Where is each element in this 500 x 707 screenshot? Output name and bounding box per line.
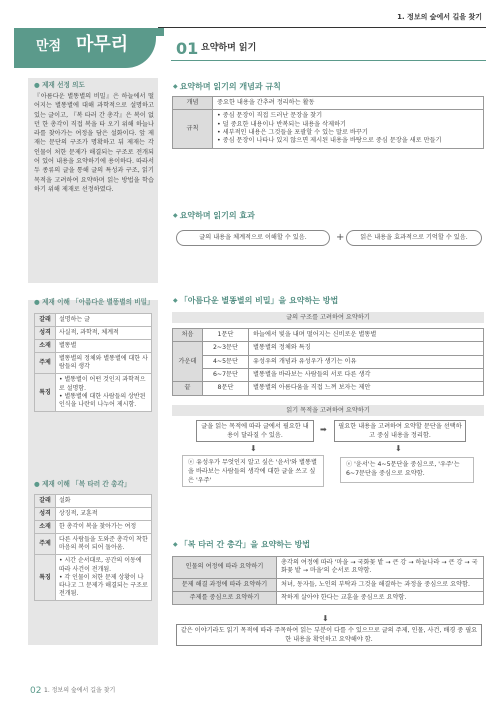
ex2-title: ● 제재 이해 「복 타러 간 총각」 [34, 480, 131, 488]
intent-title: ● 제재 선정 의도 [34, 81, 85, 89]
list-item: • 각 인물이 처한 문제 상황이 나타나고 그 문제가 해결되는 구조로 전개됨. [59, 574, 148, 598]
table-row: 끝 8문단 별똥별의 아름다움을 직접 느껴 보자는 제안 [173, 382, 484, 395]
plus-icon: + [336, 232, 345, 243]
meteor-title: ◆ 「아름다운 별똥별의 비밀」을 요약하는 방법 [173, 296, 338, 307]
arrow-right-icon: ➡ [320, 425, 327, 434]
bullet-icon: ● [34, 298, 43, 306]
badge-notch [156, 28, 164, 36]
intent-text: 『아름다운 별똥별의 비밀』은 하늘에서 떨어지는 별똥별에 대해 과학적으로 설명하고 있는 글이고, 『복 타러 간 총각』은 복이 없던 한 총각이 직접 복을 타 오기 위해 하늘나라를 찾아가는 여정을 담은 설화이다. 앞 제재는 문단의 구조가 명확하고 뒤 제재는 각 인물이 처한 문제가 해결되는 구조로 전개되어 있어 내용을 요약하기에 용이하다. 따라서 두 종류의 글을 통해 글의 특성과 구조, 읽기 목적을 고려하여 요약하며 읽는 방법을 학습하기 위해 제재로 선정하였다. [34, 93, 154, 193]
tale-title: ◆ 「복 타러 간 총각」을 요약하는 방법 [173, 540, 310, 551]
concept-table [172, 96, 484, 149]
header-rule [158, 27, 486, 28]
table-row: 문제 해결 과정에 따라 요약하기 처녀, 동자들, 노인의 부탁과 그것을 해결하는 과정을 중심으로 요약함. [173, 578, 484, 591]
table-row: 6~7문단 별똥별을 바라보는 사람들의 서로 다른 생각 [173, 369, 484, 382]
tale-bottom-note: 같은 이야기라도 읽기 목적에 따라 주목하여 읽는 부분이 다를 수 있으므로 글의 주제, 인물, 사건, 배경 중 필요한 내용을 확인하고 요약해야 함. [176, 624, 482, 646]
table-row: 갈래 설명하는 글 [35, 314, 152, 327]
section-number: 01 [176, 39, 199, 58]
table-row: 주제를 중심으로 요약하기 착하게 살아야 한다는 교훈을 중심으로 요약함. [173, 592, 484, 605]
badge-big-text: 마무리 [76, 34, 129, 55]
list-item: • 덜 중요한 내용이나 반복되는 내용을 삭제하기 [217, 121, 479, 129]
effect-right-box: 읽은 내용을 효과적으로 기억할 수 있음. [346, 230, 482, 246]
footer-text: 1. 정보의 숲에서 길을 찾기 [44, 686, 116, 694]
ex1-table [34, 313, 152, 412]
table-row: 처음 1문단 하늘에서 빛을 내며 떨어지는 신비로운 별똥별 [173, 329, 484, 342]
purpose-left-box: 글을 읽는 목적에 따라 글에서 필요한 내용이 달라질 수 있음. [196, 420, 314, 442]
structure-bar: 글의 구조를 고려하여 요약하기 [172, 312, 484, 323]
arrow-down-icon: ⬇ [322, 614, 329, 623]
tale-table [172, 556, 484, 605]
table-row: 주제 별똥별의 정체와 별똥별에 대한 사람들의 생각 [35, 353, 152, 374]
table-row: 규칙 • 중심 문장이 직접 드러난 문장을 찾기 • 덜 중요한 내용이나 반복되는 내용을 삭제하기 • 세부적인 내용은 그것들을 포괄할 수 있는 말로 바꾸기 • 중심 문장이 나타나 있지 않으면 제시된 내용을 바탕으로 중심 문장을 새로 만들기 [173, 110, 484, 148]
concept-title: ◆ 요약하며 읽기의 개념과 규칙 [173, 82, 281, 93]
page-number: 02 [30, 685, 42, 696]
arrow-down-icon: ⬇ [395, 444, 402, 453]
purpose-right-box: 필요한 내용을 고려하여 요약할 문단을 선택하고 중심 내용을 정리함. [334, 420, 466, 442]
bullet-icon: ● [34, 480, 43, 488]
table-row: 인물의 여정에 따라 요약하기 총각의 여정에 따라 '마을 → 국화꽃 밭 → 큰 강 → 하늘나라 → 큰 강 → 국화꽃 밭 → 마을'의 순서로 요약함. [173, 557, 484, 579]
table-row: 성격 상징적, 교훈적 [35, 508, 152, 521]
section-title: 요약하며 읽기 [201, 43, 257, 53]
list-item: • 시간 순서대로, 공간의 이동에 따라 사건이 전개됨. [59, 557, 148, 573]
table-row: 소재 별똥별 [35, 340, 152, 353]
ex1-title: ● 제재 이해 「아름다운 별똥별의 비밀」 [34, 298, 154, 306]
example-note-left: ⓔ 유성우가 무엇인지 알고 싶은 '윤서'와 별똥별을 바라보는 사람들의 생각에 대한 글을 쓰고 싶은 '우주' [182, 455, 324, 487]
effect-left-box: 글의 내용을 체계적으로 이해할 수 있음. [176, 230, 330, 246]
list-item: • 별똥별이 어떤 것인지 과학적으로 설명함. [59, 376, 148, 392]
list-item: • 세부적인 내용은 그것들을 포괄할 수 있는 말로 바꾸기 [217, 129, 479, 137]
table-row: 특징 • 시간 순서대로, 공간의 이동에 따라 사건이 전개됨. • 각 인물이 처한 문제 상황이 나타나고 그 문제가 해결되는 구조로 전개됨. [35, 555, 152, 600]
table-row: 특징 • 별똥별이 어떤 것인지 과학적으로 설명함. • 별똥별에 대한 사람들의 상반된 인식을 나란히 나누어 제시함. [35, 374, 152, 411]
ex2-table [34, 494, 152, 601]
table-row: 가운데 2~3문단 별똥별의 정체와 특징 [173, 342, 484, 355]
badge-small-text: 만점 [36, 39, 62, 54]
section-badge [14, 28, 156, 68]
arrow-down-icon: ⬇ [250, 444, 257, 453]
section-rule [171, 60, 486, 61]
effect-title: ◆ 요약하며 읽기의 효과 [173, 211, 255, 222]
table-row: 4~5문단 유성우의 개념과 유성우가 생기는 이유 [173, 355, 484, 368]
meteor-table [172, 328, 484, 396]
purpose-bar: 읽기 목적을 고려하여 요약하기 [172, 405, 484, 416]
table-row: 갈래 설화 [35, 495, 152, 508]
table-row: 개념 중요한 내용을 간추려 정리하는 활동 [173, 97, 484, 110]
list-item: • 중심 문장이 나타나 있지 않으면 제시된 내용을 바탕으로 중심 문장을 새로 만들기 [217, 137, 479, 145]
chapter-title: 1. 정보의 숲에서 길을 찾기 [397, 13, 482, 21]
table-row: 성격 사실적, 과학적, 체계적 [35, 327, 152, 340]
bullet-icon: ● [34, 81, 43, 89]
example-note-right: ⓔ '윤서'는 4~5문단을 중심으로, '우주'는 6~7문단을 중심으로 요약함. [340, 457, 474, 483]
list-item: • 별똥별에 대한 사람들의 상반된 인식을 나란히 나누어 제시함. [59, 393, 148, 409]
list-item: • 중심 문장이 직접 드러난 문장을 찾기 [217, 112, 479, 120]
table-row: 주제 다른 사람들을 도와준 총각이 착한 마음의 복이 되어 돌아옴. [35, 534, 152, 555]
table-row: 소재 한 총각이 복을 찾아가는 여정 [35, 521, 152, 534]
